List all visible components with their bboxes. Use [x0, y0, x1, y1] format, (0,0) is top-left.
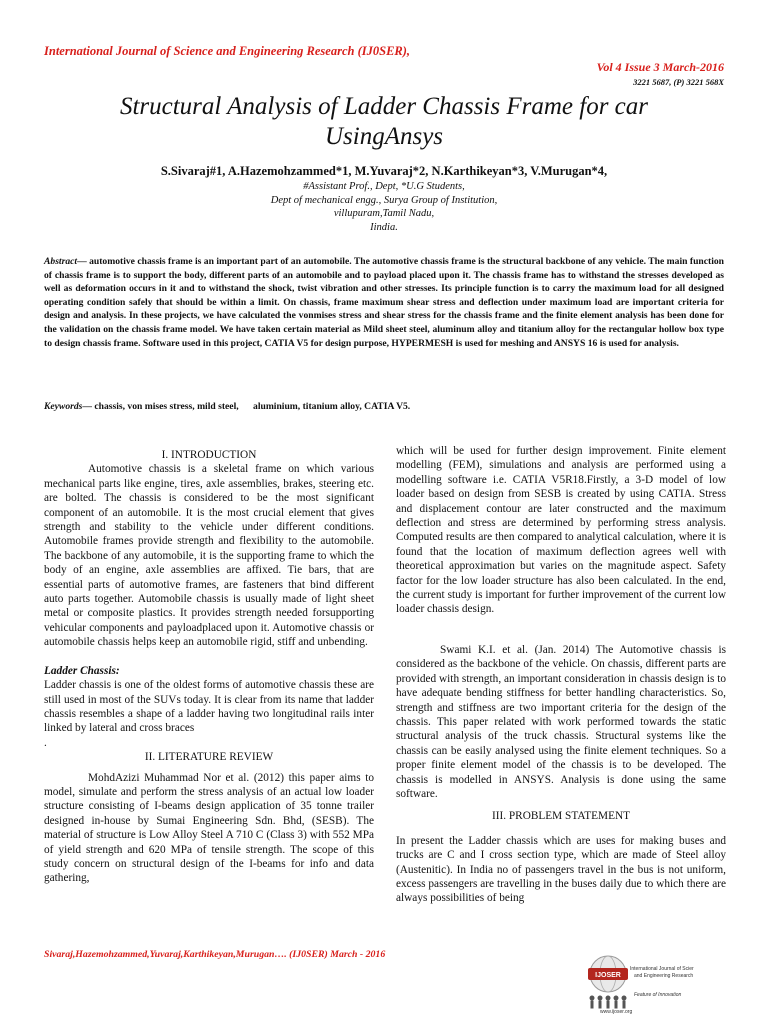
- logo-mark: IJOSER: [595, 972, 621, 979]
- keywords: [44, 401, 724, 412]
- literature-swami-text: Swami K.I. et al. (Jan. 2014) The Automotive chassis is considered as the backbone of the vehicle. On chassis, different parts are provided with strength, an important consideration in chassis design is to have adequate bending stiffness for better handling characteristics. So, strength and stiffness are two important criteria for the design of the chassis. This paper related with work performed towards the static structural analysis of the truck chassis. Structural systems like the chassis can be easily analysed using the finite element techniques. So a proper finite element model of the chassis is to be developed. The chassis is modelled in ANSYS. Analysis is done using the same software.: [396, 643, 726, 800]
- keywords-text: — chassis, von mises stress, mild steel, aluminium, titanium alloy, CATIA V5.: [82, 401, 411, 412]
- spacer: [44, 650, 374, 664]
- affiliation-line: Dept of mechanical engg., Surya Group of Institution,: [270, 194, 498, 206]
- journal-logo: [578, 950, 728, 1014]
- section-heading-problem-statement: III. PROBLEM STATEMENT: [491, 810, 631, 823]
- title-line-1: Structural Analysis of Ladder Chassis Frame for car: [119, 93, 649, 120]
- abstract-text: — automotive chassis frame is an important part of an automobile. The automotive chassis frame is the structural backbone of any vehicle. The main function of chassis frame is to support the body, different parts of an automobile and to payload placed upon it. The chassis frame has to withstand the stresses developed as well as deformation occurs in it and to withstand the shock, twist vibration and other stresses. Its principle function is to carry the maximum load for all designed operating condition safely that should be within a limit. On chassis, frame maximum shear stress and deflection under maximum load are important criteria for design and analysis. In these projects, we have calculated the vonmises stress and shear stress for the chassis frame and the finite element analysis has been done for the validation on the chassis frame model. We have taken certain material as Mild sheet steel, aluminum alloy and titanium alloy for the rectangular hollow box type to design chassis frame. Software used in this project, CATIA V5 for design purpose, HYPERMESH is used for meshing and ANSYS 16 is used for analysis.: [44, 256, 724, 349]
- logo-tagline: Feature of Innovation: [634, 992, 682, 998]
- title-line-2: UsingAnsys: [324, 123, 444, 150]
- literature-review-text: MohdAzizi Muhammad Nor et al. (2012) this paper aims to model, simulate and perform the stress analysis of an actual low loader structure consisting of I-beams design application of 35 tonne trailer designed in-house by Sumai Engineering Sdn. Bhd, (SESB). The material of structure is Low Alloy Steel A 710 C (Class 3) with 552 MPa of yield strength and 620 MPa of tensile strength. The scope of this study concern on structural design of the I-beams for info and data gathering,: [44, 771, 374, 885]
- problem-statement-text: In present the Ladder chassis which are uses for making buses and trucks are C and I cross section type, which are made of Steel alloy (Austenitic). In India no of passengers travel in the bus is not uniform, excess passengers are travelling in the buses daily due to which there are always possibilities of being: [396, 834, 726, 905]
- affiliation-line: #Assistant Prof., Dept, *U.G Students,: [303, 181, 465, 192]
- subsection-heading-ladder-chassis: Ladder Chassis:: [44, 664, 120, 677]
- section-heading-literature-review: II. LITERATURE REVIEW: [144, 751, 274, 764]
- affiliation: [60, 180, 708, 234]
- stray-dot: .: [44, 736, 47, 749]
- globe-icon: [588, 956, 628, 992]
- affiliation-line: Iindia.: [370, 221, 398, 233]
- logo-url: www.ijoser.org: [600, 1009, 633, 1014]
- journal-name: International Journal of Science and Engineering Research (IJ0SER),: [44, 44, 411, 58]
- spacer: [396, 801, 726, 809]
- volume-issue: Vol 4 Issue 3 March-2016: [596, 60, 724, 74]
- introduction-text: Automotive chassis is a skeletal frame on which various mechanical parts like engine, tires, axle assemblies, brakes, steering etc. are bolted. The chassis is considered to be the most significant component of an automobile. It is the most crucial element that gives strength and stability to the vehicle under different conditions. Automobile frames provide strength and flexibility to the automobile. The backbone of any automobile, it is the supporting frame to which the body of an engine, axle assemblies are affixed. Tie bars, that are essential parts of automotive frames, are fasteners that bind different auto parts together. Automobile chassis is usually made of light sheet metal or composite plastics. It provides strength needed forsupporting vehicular components and payloadplaced upon it. Automotive chassis or automobile chassis helps keep an automobile rigid, stiff and unbending.: [44, 463, 374, 649]
- keywords-label: Keywords: [44, 401, 83, 412]
- right-column: [396, 444, 726, 906]
- affiliation-line: villupuram,Tamil Nadu,: [333, 208, 435, 219]
- paper-title: [60, 92, 708, 152]
- issn: 3221 5687, (P) 3221 568X: [633, 77, 724, 87]
- abstract-label: Abstract: [44, 256, 78, 267]
- ladder-chassis-text: Ladder chassis is one of the oldest forms of automotive chassis these are still used in most of the SUVs today. It is clear from its name that ladder chassis resembles a shape of a ladder having two longitudinal rails inter linked by lateral and cross braces: [44, 679, 374, 735]
- spacer: [396, 824, 726, 834]
- literature-continued-text: which will be used for further design improvement. Finite element modelling (FEM), simulations and analysis are performed using a modelling software i.e. CATIA V5R18.Firstly, a 3-D model of low loader based on design from SESB is created by using CATIA. Stress and displacement contour are later constructed and the maximum deflection and stress are determined by performing stress analysis. Computed results are then compared to analytical calculation, where it is found that the location of maximum deflection agrees well with theoretical approximation but varies on the magnitude aspect. Safety factor for the low loader structure has also been calculated. In the end, the current study is important for further improvement of the current low loader chassis design.: [396, 445, 726, 616]
- spacer: [396, 617, 726, 643]
- section-heading-introduction: I. INTRODUCTION: [161, 449, 257, 461]
- author-list: S.Sivaraj#1, A.Hazemohzammed*1, M.Yuvaraj*2, N.Karthikeyan*3, V.Murugan*4,: [160, 164, 608, 178]
- logo-line-1: International Journal of Scier: [630, 966, 694, 972]
- people-icon: [590, 996, 627, 1009]
- abstract: [44, 255, 724, 350]
- left-column: [44, 448, 374, 886]
- logo-line-2: and Engineering Research: [634, 973, 694, 979]
- footer-citation: Sivaraj,Hazemohzammed,Yuvaraj,Karthikeyan,Murugan…. (IJ0SER) March - 2016: [44, 949, 386, 960]
